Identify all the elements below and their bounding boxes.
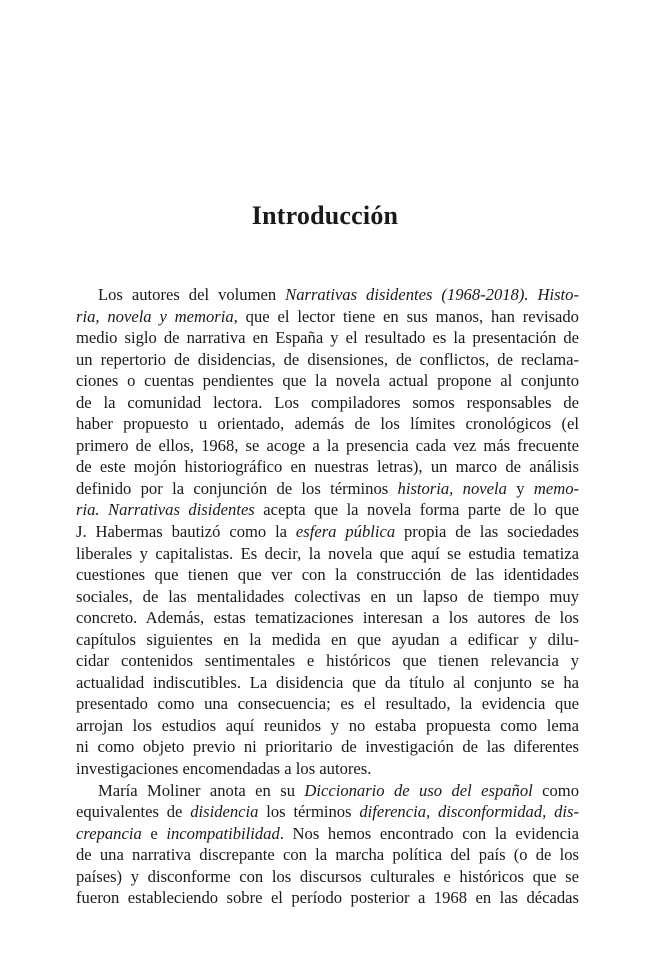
- text-line: María Moliner anota en su Diccionario de uso del español como: [98, 780, 580, 800]
- text-line: ciones o cuentas pendientes que la novela actual propone al conjunto: [76, 371, 579, 391]
- text-line: concreto. Además, estas tematizaciones interesan a los autores de los: [76, 608, 579, 628]
- text-line: ria, novela y memoria, que el lector tiene en sus manos, han revisado: [76, 306, 579, 326]
- text-line: crepancia e incompatibilidad. Nos hemos encontrado con la evidencia: [76, 823, 579, 843]
- text-line: medio siglo de narrativa en España y el resultado es la presentación de: [76, 328, 579, 348]
- text-line: definido por la conjunción de los términos historia, novela y memo-: [76, 478, 580, 498]
- text-line: J. Habermas bautizó como la esfera pública propia de las sociedades: [76, 522, 579, 542]
- text-line: cuestiones que tienen que ver con la construcción de las identidades: [76, 565, 579, 585]
- text-line: capítulos siguientes en la medida en que ayudan a edificar y dilu-: [76, 629, 579, 649]
- text-line: Los autores del volumen Narrativas disidentes (1968-2018). Histo-: [98, 285, 579, 304]
- text-line: equivalentes de disidencia los términos diferencia, disconformidad, dis-: [76, 802, 579, 822]
- text-line: actualidad indiscutibles. La disidencia que da título al conjunto se ha: [76, 672, 579, 692]
- text-line: presentado como una consecuencia; es el resultado, la evidencia que: [76, 694, 579, 714]
- body-text: [76, 284, 579, 909]
- text-line: ria. Narrativas disidentes acepta que la novela forma parte de lo que: [76, 500, 579, 520]
- text-line: liberales y capitalistas. Es decir, la novela que aquí se estudia tematiza: [76, 543, 579, 563]
- text-line: de este mojón historiográfico en nuestras letras), un marco de análisis: [76, 457, 579, 477]
- text-line: un repertorio de disidencias, de disensiones, de conflictos, de reclama-: [76, 349, 579, 369]
- text-line: investigaciones encomendadas a los autores.: [76, 759, 372, 779]
- text-line: países) y disconforme con los discursos culturales e históricos que se: [76, 866, 579, 886]
- text-line: arrojan los estudios aquí reunidos y no estaba propuesta como lema: [76, 715, 579, 735]
- text-line: haber propuesto u orientado, además de los límites cronológicos (el: [76, 414, 579, 434]
- text-line: de la comunidad lectora. Los compiladores somos responsables de: [76, 392, 579, 412]
- chapter-title: Introducción: [251, 201, 399, 231]
- text-line: de una narrativa discrepante con la marcha política del país (o de los: [76, 845, 579, 865]
- text-line: sociales, de las mentalidades colectivas en un lapso de tiempo muy: [76, 586, 579, 606]
- text-line: primero de ellos, 1968, se acoge a la presencia cada vez más frecuente: [76, 435, 579, 455]
- text-line: cidar contenidos sentimentales e históricos que tienen relevancia y: [76, 651, 579, 671]
- text-line: fueron estableciendo sobre el período posterior a 1968 en las décadas: [76, 888, 579, 908]
- text-line: ni como objeto previo ni prioritario de investigación de las diferentes: [76, 737, 579, 757]
